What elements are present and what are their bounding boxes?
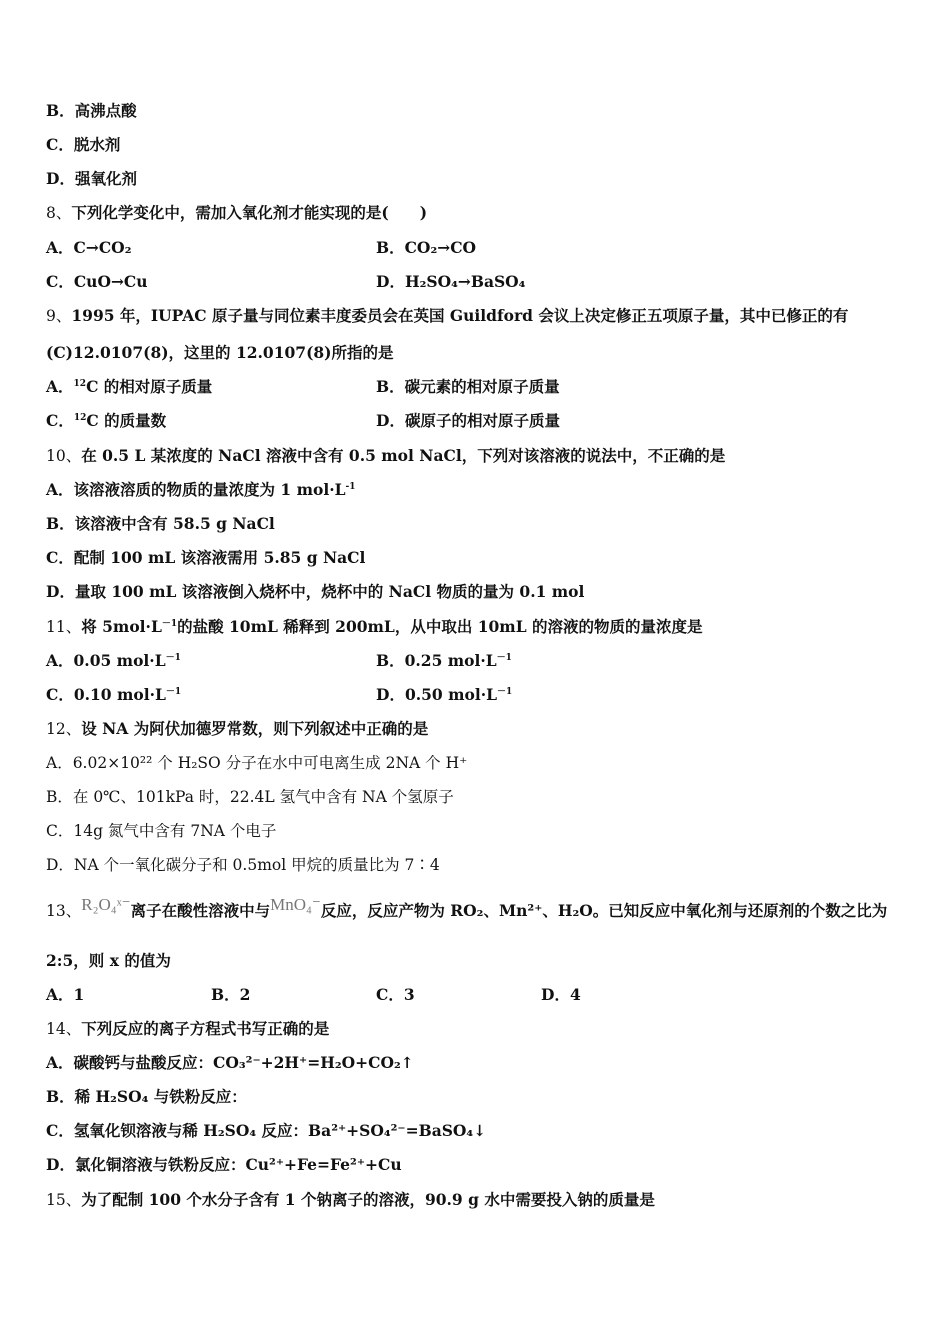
q9-stem-line2: (C)12.0107(8)，这里的 12.0107(8)所指的是 xyxy=(46,343,394,362)
q7-option-b: B．高沸点酸 xyxy=(46,101,137,120)
q11-d-text: D．0.50 mol·L xyxy=(376,685,498,704)
q9-a-sup: 12 xyxy=(73,379,87,389)
q14-option-d: D．氯化铜溶液与铁粉反应：Cu²⁺+Fe=Fe²⁺+Cu xyxy=(46,1155,402,1174)
q14-option-a: A．碳酸钙与盐酸反应：CO₃²⁻+2H⁺=H₂O+CO₂↑ xyxy=(46,1053,414,1072)
q8-option-c: C．CuO→Cu xyxy=(46,272,148,291)
q9-stem-line1 xyxy=(46,306,848,326)
q11-stem-sup: －1 xyxy=(161,619,178,629)
q10-a-sup: -1 xyxy=(345,482,356,492)
q8-stem xyxy=(46,203,427,223)
q14-option-b: B．稀 H₂SO₄ 与铁粉反应： xyxy=(46,1087,247,1106)
q11-number: 11、 xyxy=(46,618,82,636)
q11-c-text: C．0.10 mol·L xyxy=(46,685,166,704)
q11-option-c xyxy=(46,685,181,705)
q10-number: 10、 xyxy=(46,447,82,465)
q9-option-b: B．碳元素的相对原子质量 xyxy=(376,377,560,396)
q9-a-text: C 的相对原子质量 xyxy=(86,377,213,396)
q8-number: 8、 xyxy=(46,204,72,222)
q13-option-b: B．2 xyxy=(211,985,251,1004)
r2o4-ion-formula: R₂O₄ˣ⁻ xyxy=(81,895,131,914)
q7-option-c: C．脱水剂 xyxy=(46,135,121,154)
q10-option-d: D．量取 100 mL 该溶液倒入烧杯中，烧杯中的 NaCl 物质的量为 0.1 mol xyxy=(46,582,585,601)
q12-stem xyxy=(46,719,428,739)
q13-option-a: A．1 xyxy=(46,985,85,1004)
q8-option-a: A．C→CO₂ xyxy=(46,238,132,257)
q13-stem xyxy=(46,895,888,921)
q11-stem-b: 的盐酸 10mL 稀释到 200mL，从中取出 10mL 的溶液的物质的量浓度是 xyxy=(177,617,703,636)
q11-option-a xyxy=(46,651,181,671)
q8-option-b: B．CO₂→CO xyxy=(376,238,477,257)
q13-stem-line2: 2:5，则 x 的值为 xyxy=(46,951,171,970)
q9-c-text: C 的质量数 xyxy=(86,411,167,430)
q15-stem xyxy=(46,1190,655,1210)
q13-text2: 反应，反应产物为 RO₂、Mn²⁺、H₂O。已知反应中氧化剂与还原剂的个数之比为 xyxy=(320,901,888,920)
q11-b-text: B．0.25 mol·L xyxy=(376,651,497,670)
q8-stem-text: 下列化学变化中，需加入氧化剂才能实现的是( ) xyxy=(71,203,428,222)
q15-number: 15、 xyxy=(46,1191,82,1209)
q9-stem-text1: 1995 年，IUPAC 原子量与同位素丰度委员会在英国 Guildford 会议上决定修正五项原子量，其中已修正的有 xyxy=(71,306,849,325)
q11-stem xyxy=(46,617,702,637)
q11-b-sup: －1 xyxy=(496,653,512,663)
q7-option-d: D．强氧化剂 xyxy=(46,169,137,188)
q11-stem-a: 将 5mol·L xyxy=(81,617,162,636)
q13-option-c: C．3 xyxy=(376,985,415,1004)
q11-option-d xyxy=(376,685,512,705)
q9-c-sup: 12 xyxy=(73,413,87,423)
q9-number: 9、 xyxy=(46,307,72,325)
q8-option-d: D．H₂SO₄→BaSO₄ xyxy=(376,272,526,291)
q15-stem-text: 为了配制 100 个水分子含有 1 个钠离子的溶液，90.9 g 水中需要投入钠的质量是 xyxy=(81,1190,655,1209)
q12-option-d: D．NA 个一氧化碳分子和 0.5mol 甲烷的质量比为 7∶4 xyxy=(46,856,440,874)
q14-option-c: C．氢氧化钡溶液与稀 H₂SO₄ 反应：Ba²⁺+SO₄²⁻=BaSO₄↓ xyxy=(46,1121,487,1140)
q11-c-sup: －1 xyxy=(165,687,182,697)
q9-c-prefix: C． xyxy=(46,411,74,430)
q11-a-text: A．0.05 mol·L xyxy=(46,651,166,670)
q11-option-b xyxy=(376,651,512,671)
q14-stem xyxy=(46,1019,329,1039)
q9-option-a xyxy=(46,377,212,397)
q12-option-b: B．在 0℃、101kPa 时，22.4L 氢气中含有 NA 个氢原子 xyxy=(46,788,454,806)
mno4-ion-formula: MnO₄⁻ xyxy=(270,895,321,914)
q10-option-c: C．配制 100 mL 该溶液需用 5.85 g NaCl xyxy=(46,548,366,567)
q13-number: 13、 xyxy=(46,902,82,920)
q9-option-d: D．碳原子的相对原子质量 xyxy=(376,411,560,430)
q11-a-sup: －1 xyxy=(165,653,181,663)
q12-option-c: C．14g 氮气中含有 7NA 个电子 xyxy=(46,822,277,840)
q9-a-prefix: A． xyxy=(46,377,74,396)
q12-number: 12、 xyxy=(46,720,82,738)
q10-stem xyxy=(46,446,725,466)
q14-number: 14、 xyxy=(46,1020,82,1038)
q13-option-d: D．4 xyxy=(541,985,581,1004)
q9-option-c xyxy=(46,411,166,431)
q12-option-a: A．6.02×10²² 个 H₂SO 分子在水中可电离生成 2NA 个 H⁺ xyxy=(46,754,468,772)
q10-option-a xyxy=(46,480,356,500)
q10-option-b: B．该溶液中含有 58.5 g NaCl xyxy=(46,514,275,533)
q14-stem-text: 下列反应的离子方程式书写正确的是 xyxy=(81,1019,330,1038)
q13-text1: 离子在酸性溶液中与 xyxy=(130,901,271,920)
q11-d-sup: －1 xyxy=(497,687,513,697)
q10-stem-text: 在 0.5 L 某浓度的 NaCl 溶液中含有 0.5 mol NaCl，下列对该溶液的说法中，不正确的是 xyxy=(81,446,726,465)
q12-stem-text: 设 NA 为阿伏加德罗常数，则下列叙述中正确的是 xyxy=(81,719,429,738)
q10-a-text: A．该溶液溶质的物质的量浓度为 1 mol·L xyxy=(46,480,346,499)
